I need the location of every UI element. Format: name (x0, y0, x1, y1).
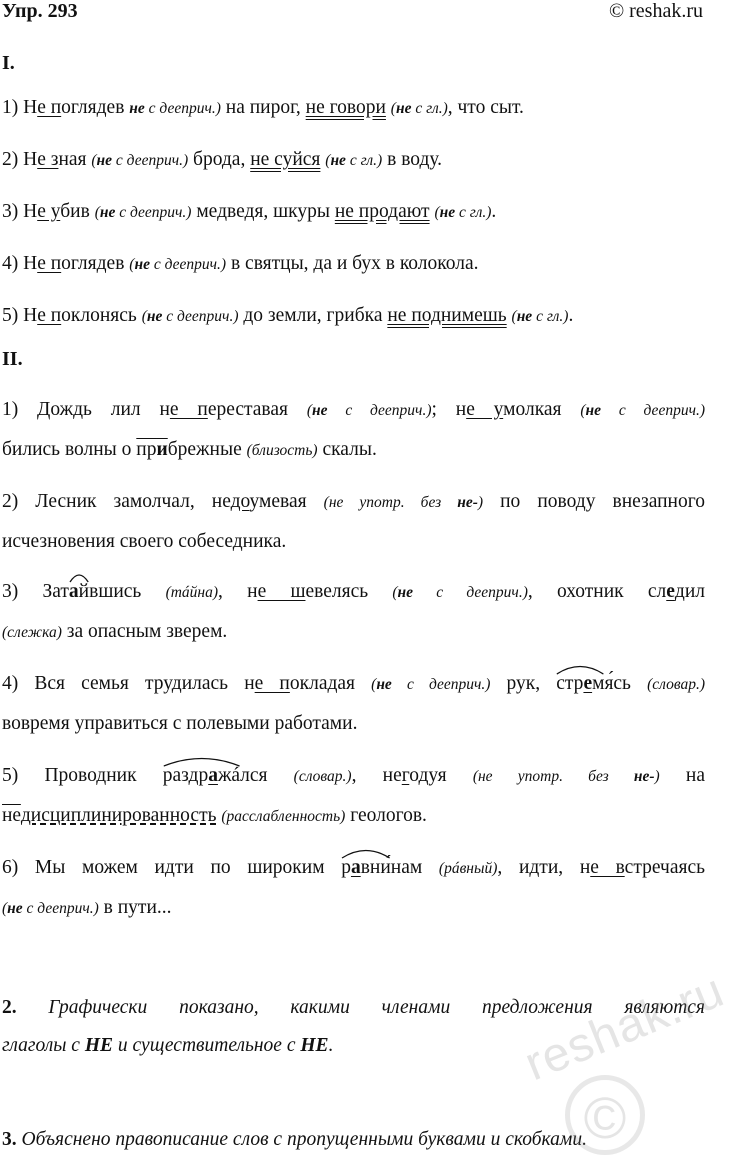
noun-dashed-underline: дисциплинированность (20, 805, 217, 826)
prefix-underline: е п (254, 673, 290, 694)
section-2-s5-line-b: недисциплинированность (расслабленность) геологов. (2, 805, 427, 826)
prefix-underline: е п (169, 399, 208, 420)
watermark-copyright-icon: © (565, 1075, 645, 1155)
section-1-line-4: 4) Не поглядев (не с дееприч.) в святцы, да и бух в колокола. (2, 253, 479, 274)
line-text: оглядев (61, 97, 130, 118)
section-2-s4-line-a: 4) Вся семья трудилась не покладая (не с дееприч.) рук, стремя́сь (словар.) (2, 672, 705, 697)
prefix-underline: е п (37, 253, 62, 274)
section-2-s1-line-b: бились волны о прибрежные (близость) скалы. (2, 439, 377, 460)
section-2-s3-line-b: (слежка) за опасным зверем. (2, 621, 228, 642)
verb-double-underline: не суйся (250, 149, 321, 170)
site-credit: © reshak.ru (608, 0, 703, 22)
section-2-title: II. (2, 348, 23, 370)
note: (тáйна) (165, 584, 219, 601)
verb-double-underline: не поднимешь (387, 305, 507, 326)
note: (не употр. без не-) (472, 768, 660, 785)
section-2-s2-line-b: исчезновения своего собеседника. (2, 531, 287, 552)
item-2-number: 2. (2, 997, 17, 1018)
line-text: на пирог, (220, 97, 306, 118)
prefix-underline: до (230, 491, 250, 512)
note: (не с дееприч.) (580, 402, 706, 419)
prefix-mark: не (2, 805, 21, 826)
root-arc: ай (69, 580, 89, 604)
prefix-underline: е у (37, 201, 61, 222)
section-1-line-3: 3) Не убив (не с дееприч.) медведя, шкуры не продают (не с гл.). (2, 201, 497, 222)
note: (не с гл.) (325, 152, 383, 169)
note: (не с дееприч.) (371, 676, 491, 693)
note: (не с гл.) (434, 204, 492, 221)
note: (рáвный) (438, 860, 498, 877)
vowel-mark: и (156, 439, 168, 460)
section-2-s6-line-b: (не с дееприч.) в пути... (2, 897, 172, 918)
note: (не с дееприч.) (141, 308, 239, 325)
note: (не с гл.) (390, 100, 448, 117)
note: (не с дееприч.) (306, 402, 432, 419)
section-1-title: I. (2, 52, 15, 74)
item-3-number: 3. (2, 1129, 17, 1150)
section-2-s6-line-a: 6) Мы можем идти по широким равни́нам (рáвный), идти, не встречаясь (2, 856, 705, 881)
section-2-s5-line-a: 5) Проводник раздражáлся (словар.), негодуя (не употр. без не-) на (2, 764, 705, 789)
prefix-mark: пр (136, 439, 157, 460)
note: (близость) (246, 442, 318, 459)
note: (не с гл.) (511, 308, 569, 325)
root-arc: раздражá (163, 764, 240, 788)
section-2-s3-line-a: 3) Зат айвшись (тáйна), не шевелясь (не с дееприч.), охотник следил (2, 580, 705, 605)
note: (не с дееприч.) (94, 204, 192, 221)
section-2-s2-line-a: 2) Лесник замолчал, недоумевая (не употр. без не-) по поводу внезапного (2, 491, 706, 512)
note: не с дееприч.) (129, 100, 221, 117)
line-text: , что сыт. (447, 97, 524, 118)
prefix-underline: е в (590, 857, 625, 878)
note: (словар.) (293, 768, 352, 785)
verb-double-underline: не говори (305, 97, 386, 118)
item-3-line: 3. Объяснено правописание слов с пропущенными буквами и скобками. (2, 1129, 587, 1150)
item-2-line-a: 2. Графически показано, какими членами предложения являются (2, 997, 705, 1018)
section-1-line-5: 5) Не поклонясь (не с дееприч.) до земли, грибка не поднимешь (не с гл.). (2, 305, 574, 326)
section-2-s4-line-b: вовремя управиться с полевыми работами. (2, 713, 358, 734)
note: (не с дееприч.) (392, 584, 528, 601)
prefix-underline: е у (466, 399, 504, 420)
note: (не с дееприч.) (129, 256, 227, 273)
note: (словар.) (647, 676, 705, 693)
note: (не с дееприч.) (2, 900, 99, 917)
verb-double-underline: не продают (334, 201, 430, 222)
section-2-s1-line-a: 1) Дождь лил не переставая (не с дееприч.); не умолкая (не с дееприч.) (2, 399, 706, 420)
line-prefix: 1) Н (2, 97, 38, 118)
note: (не с дееприч.) (91, 152, 189, 169)
prefix-underline: е п (37, 305, 62, 326)
root-arc: равни́ (341, 856, 391, 880)
note: (не употр. без не-) (323, 494, 484, 511)
section-1-line-1 (2, 96, 705, 121)
section-1-line-2: 2) Не зная (не с дееприч.) брода, не суйся (не с гл.) в воду. (2, 149, 443, 170)
item-2-line-b: глаголы с НЕ и существительное с НЕ. (2, 1035, 334, 1056)
prefix-underline: е ш (257, 581, 306, 602)
prefix-underline: е п (37, 97, 62, 118)
prefix-underline: е з (37, 149, 59, 170)
exercise-number: Упр. 293 (2, 0, 78, 22)
note: (расслабленность) (221, 808, 346, 825)
prefix-underline: г (401, 765, 410, 786)
root-arc: стрем (556, 672, 604, 696)
watermark-text: reshak.ru (517, 963, 732, 1092)
note: (слежка) (2, 624, 62, 641)
